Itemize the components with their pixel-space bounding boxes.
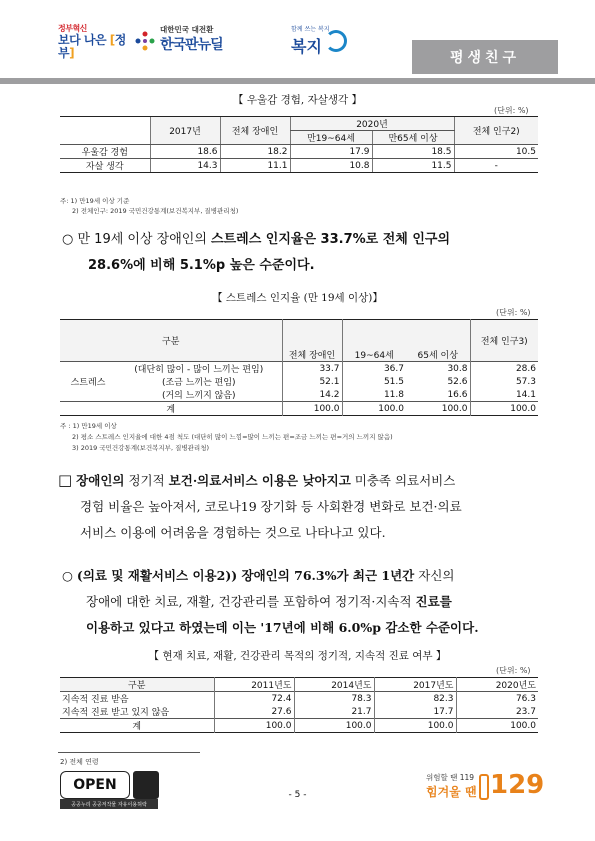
table-row-total: [60, 719, 538, 733]
cell: 21.7: [294, 705, 374, 719]
cell: 11.8: [342, 388, 406, 402]
table-corner: [60, 117, 150, 145]
cell: 100.0: [294, 719, 374, 733]
section1-unit: (단위: %): [494, 106, 529, 115]
cell: 100.0: [214, 719, 294, 733]
logo1-main-a: 보다 나은: [58, 33, 107, 47]
logo3-sub: 함께 쓰는 복지: [291, 26, 330, 33]
paragraph-healthcare-usage: [58, 467, 548, 546]
bullet1-text-b: 스트레스 인지율은 33.7%로 전체 인구의: [211, 232, 451, 247]
row-label: (대단히 많이 - 많이 느끼는 편임): [134, 365, 264, 375]
th-disabled-total: 전체 장애인: [220, 117, 290, 145]
section2-note-1: 주 : 1) 만19세 이상: [60, 422, 117, 430]
section2-unit: (단위: %): [496, 308, 531, 317]
row-label: 계: [166, 405, 176, 415]
logo-welfare: [285, 24, 365, 56]
cell: 82.3: [374, 692, 456, 706]
th-2014: 2014년도: [294, 678, 374, 692]
bullet2-bold-a: (의료 및 재활서비스 이용2)) 장애인의 76.3%가 최근 1년간: [76, 568, 415, 583]
bullet1-text-c: 28.6%에 비해 5.1%p 높은 수준이다.: [88, 258, 315, 273]
cell: 11.1: [220, 159, 290, 173]
section1-note-2: 2) 전체인구: 2019 국민건강통계(보건복지부, 질병관리청): [72, 207, 239, 215]
circle-bullet-icon: ○: [62, 232, 74, 247]
group-label: 스트레스: [70, 378, 106, 388]
row-label: (거의 느끼지 않음): [161, 391, 236, 401]
cell: 14.1: [470, 388, 538, 402]
logo1-sub: 정부혁신: [58, 24, 87, 33]
para-line-3: 서비스 이용에 어려움을 경험하는 것으로 나타나고 있다.: [80, 525, 386, 540]
logo2-main: 한국판뉴딜: [160, 37, 223, 53]
hotline-number: 129: [490, 770, 545, 800]
cell: 100.0: [441, 403, 468, 414]
cell: 11.5: [372, 159, 454, 173]
para-line-2: 경험 비율은 높아져서, 코로나19 장기화 등 사회환경 변화로 보건·의료: [80, 499, 462, 514]
th-disabled: 전체 장애인: [282, 320, 342, 362]
cell: 17.9: [290, 145, 372, 159]
row-label: 지속적 진료 받음: [62, 695, 129, 705]
row-label: 지속적 진료 받고 있지 않음: [62, 708, 170, 718]
welfare-ring-icon: [325, 30, 347, 52]
cell: 14.2: [282, 388, 342, 402]
th-age-65: 만65세 이상: [372, 131, 454, 145]
para-text-a: 정기적: [124, 473, 169, 488]
th-2017: 2017년: [150, 117, 220, 145]
table-row: [60, 388, 538, 402]
table-row: [60, 705, 538, 719]
th-total-pop: 전체 인구3): [470, 320, 538, 362]
cell: 52.6: [447, 376, 468, 387]
row-label: 계: [132, 722, 142, 732]
th-2020: 2020년도: [456, 678, 538, 692]
cell: 18.6: [150, 145, 220, 159]
hotline-129: [426, 770, 566, 810]
th-category: 구분: [60, 678, 214, 692]
th-age-19-64: 만19~64세: [290, 131, 372, 145]
th-age-65: 65세 이상: [406, 320, 470, 362]
row-label: 자살 생각: [60, 159, 150, 173]
cell: 30.8: [447, 363, 468, 374]
logo2-sub: 대한민국 대전환: [160, 25, 214, 34]
cell: 16.6: [447, 389, 468, 400]
footnote: 2) 전체 연령: [60, 758, 99, 766]
th-category: 구분: [60, 320, 282, 362]
cell: 33.7: [282, 362, 342, 376]
table-row: [60, 362, 538, 376]
cell: 10.8: [290, 159, 372, 173]
cell: 17.7: [374, 705, 456, 719]
logo1-main: 보다 나은 [정부]: [58, 33, 126, 60]
cell: 36.7: [342, 362, 406, 376]
th-2020: 2020년: [290, 117, 454, 131]
cell: 100.0: [282, 402, 342, 416]
kogl-open-logo: OPEN: [60, 771, 130, 799]
table-row-total: [60, 402, 538, 416]
bullet1-text-a: 만 19세 이상 장애인의: [77, 232, 212, 247]
bullet2-text-a: 자신의: [414, 568, 455, 583]
section1-note-1: 주: 1) 만19세 이상 기준: [60, 197, 130, 205]
cell: 100.0: [342, 402, 406, 416]
hotline-text-b: 힘겨울 땐: [426, 785, 477, 799]
section2-note-3: 3) 2019 국민건강통계(보건복지부, 질병관리청): [72, 444, 210, 452]
hotline-text-a: 위험할 땐 119: [426, 773, 475, 782]
phone-icon: [479, 774, 489, 800]
table-regular-care: [60, 677, 538, 733]
cell: 100.0: [470, 402, 538, 416]
bullet2-bold-c: 이용하고 있다고 하였는데 이는 '17년에 비해 6.0%p 감소한 수준이다.: [86, 620, 479, 635]
logo-government-innovation: [58, 24, 130, 60]
table-row: [60, 159, 538, 173]
footnote-rule: [58, 752, 200, 753]
cell: 72.4: [214, 692, 294, 706]
kogl-caption: 공공누리 공공저작물 자유이용허락: [60, 799, 158, 809]
th-age-19-64: 19~64세: [342, 320, 406, 362]
table-stress: [60, 319, 538, 416]
cell: 27.6: [214, 705, 294, 719]
cell: -: [454, 159, 538, 173]
square-bullet-icon: □: [58, 471, 73, 489]
cell: 57.3: [470, 375, 538, 388]
cell: 14.3: [150, 159, 220, 173]
section3-unit: (단위: %): [496, 666, 531, 675]
cell: 23.7: [456, 705, 538, 719]
th-total-pop: 전체 인구2): [454, 117, 538, 145]
page-number: - 5 -: [288, 790, 307, 800]
table-row: [60, 692, 538, 706]
header-rule: [0, 78, 595, 84]
circle-bullet-icon: ○: [62, 568, 73, 583]
cell: 28.6: [470, 362, 538, 376]
cell: 18.2: [220, 145, 290, 159]
para-text-b: 미충족 의료서비스: [350, 473, 456, 488]
row-label: 우울감 경험: [60, 145, 150, 159]
cell: 100.0: [456, 719, 538, 733]
logo3-main: 복지: [291, 37, 322, 56]
para-bold-b: 보건·의료서비스 이용은 낮아지고: [168, 473, 351, 488]
section1-title: 【 우울감 경험, 자살생각 】: [233, 94, 362, 106]
cell: 18.5: [372, 145, 454, 159]
cell: 100.0: [374, 719, 456, 733]
new-deal-mark-icon: [134, 30, 156, 52]
section3-title: 【 현재 치료, 재활, 건강관리 목적의 정기적, 지속적 진료 여부 】: [148, 650, 447, 662]
table-row: [60, 145, 538, 159]
header-banner: 평생친구: [412, 40, 558, 74]
th-2011: 2011년도: [214, 678, 294, 692]
bullet2-text-b: 장애에 대한 치료, 재활, 건강관리를 포함하여 정기적·지속적: [86, 594, 416, 609]
table-depression-suicide: [60, 116, 538, 173]
bullet2-bold-b: 진료를: [415, 594, 452, 609]
cell: 76.3: [456, 692, 538, 706]
bullet-medical-rehab-usage: [62, 563, 550, 641]
bullet-stress-rate: [62, 227, 542, 279]
cell: 10.5: [454, 145, 538, 159]
section2-title: 【 스트레스 인지율 (만 19세 이상)】: [212, 292, 383, 304]
row-label: (조금 느끼는 편임): [161, 378, 236, 388]
cell: 52.1: [282, 375, 342, 388]
logo1-main-b: 정부: [58, 33, 126, 60]
section2-note-2: 2) 평소 스트레스 인지율에 대한 4점 척도 (대단히 많이 느낌=많이 느끼는 편=조금 느끼는 편=거의 느끼지 않음): [72, 433, 393, 441]
para-bold-a: 장애인의: [76, 473, 125, 488]
table-row: [60, 375, 538, 388]
th-2017: 2017년도: [374, 678, 456, 692]
cell: 51.5: [342, 375, 406, 388]
cell: 78.3: [294, 692, 374, 706]
logo-korean-new-deal: [134, 22, 244, 56]
